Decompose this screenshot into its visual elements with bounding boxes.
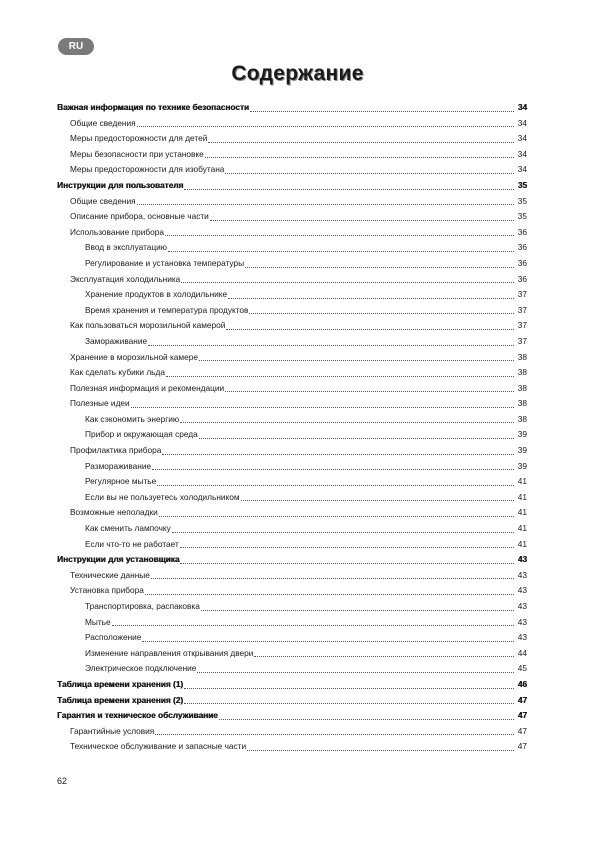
toc-entry-page: 47 xyxy=(517,725,527,736)
toc-entry[interactable] xyxy=(57,131,527,147)
page-title: Содержание xyxy=(231,62,364,85)
dot-leader xyxy=(157,484,514,486)
dot-leader xyxy=(172,531,514,533)
toc-entry-page: 35 xyxy=(517,179,527,190)
toc-section-entry[interactable] xyxy=(57,178,527,194)
toc-entry[interactable] xyxy=(57,427,527,443)
dot-leader xyxy=(184,702,514,704)
toc-entry[interactable] xyxy=(57,256,527,272)
toc-entry[interactable] xyxy=(57,116,527,132)
toc-entry-page: 34 xyxy=(517,148,527,159)
toc-entry-page: 34 xyxy=(517,117,527,128)
table-of-contents xyxy=(57,100,527,755)
toc-entry-page: 43 xyxy=(517,585,527,596)
toc-entry-page: 47 xyxy=(517,710,527,721)
toc-entry[interactable] xyxy=(57,490,527,506)
toc-entry-page: 36 xyxy=(517,273,527,284)
dot-leader xyxy=(199,437,514,439)
toc-entry-title: Инструкции для пользователя xyxy=(57,179,184,190)
toc-entry-title: Инструкции для установщика xyxy=(57,554,180,565)
toc-entry-page: 36 xyxy=(517,257,527,268)
toc-entry-title: Изменение направления открывания двери xyxy=(85,647,254,658)
toc-entry[interactable] xyxy=(57,459,527,475)
language-badge: RU xyxy=(58,38,94,55)
toc-entry-page: 38 xyxy=(517,413,527,424)
toc-entry-title: Меры предосторожности для детей xyxy=(70,133,208,144)
toc-entry-page: 41 xyxy=(517,523,527,534)
toc-entry[interactable] xyxy=(57,287,527,303)
dot-leader xyxy=(159,515,514,517)
toc-entry-title: Эксплуатация холодильника xyxy=(70,273,181,284)
toc-entry-page: 37 xyxy=(517,320,527,331)
toc-entry-title: Электрическое подключение xyxy=(85,663,197,674)
toc-entry[interactable] xyxy=(57,615,527,631)
dot-leader xyxy=(184,188,514,190)
dot-leader xyxy=(180,546,514,548)
dot-leader xyxy=(197,671,514,673)
toc-entry-title: Мытье xyxy=(85,616,111,627)
dot-leader xyxy=(168,250,514,252)
toc-entry-page: 44 xyxy=(517,647,527,658)
toc-entry[interactable] xyxy=(57,443,527,459)
toc-entry-page: 34 xyxy=(517,133,527,144)
toc-entry-page: 41 xyxy=(517,491,527,502)
toc-entry-title: Регулярное мытье xyxy=(85,476,157,487)
toc-entry-title: Хранение в морозильной камере xyxy=(70,351,198,362)
toc-entry-title: Замораживание xyxy=(85,335,148,346)
dot-leader xyxy=(241,499,514,501)
dot-leader xyxy=(205,156,514,158)
dot-leader xyxy=(148,344,514,346)
dot-leader xyxy=(162,453,514,455)
dot-leader xyxy=(151,577,514,579)
toc-entry-title: Если что-то не работает xyxy=(85,538,179,549)
dot-leader xyxy=(180,562,514,564)
toc-entry-title: Меры предосторожности для изобутана xyxy=(70,164,225,175)
toc-entry-title: Гарантия и техническое обслуживание xyxy=(57,710,218,721)
dot-leader xyxy=(219,718,514,720)
toc-entry-page: 41 xyxy=(517,507,527,518)
toc-entry[interactable] xyxy=(57,209,527,225)
toc-entry-title: Как пользоваться морозильной камерой xyxy=(70,320,226,331)
toc-entry[interactable] xyxy=(57,334,527,350)
toc-entry[interactable] xyxy=(57,365,527,381)
toc-entry-page: 39 xyxy=(517,460,527,471)
toc-entry-page: 41 xyxy=(517,476,527,487)
dot-leader xyxy=(208,141,514,143)
toc-entry-page: 36 xyxy=(517,242,527,253)
toc-entry-title: Полезные идеи xyxy=(70,398,130,409)
toc-entry-page: 39 xyxy=(517,445,527,456)
toc-entry-title: Таблица времени хранения (2) xyxy=(57,694,184,705)
page-number: 62 xyxy=(57,776,68,786)
toc-entry-page: 34 xyxy=(517,102,527,112)
toc-entry-title: Если вы не пользуетесь холодильником xyxy=(85,491,240,502)
toc-section-entry[interactable] xyxy=(57,677,527,693)
toc-entry-page: 38 xyxy=(517,351,527,362)
dot-leader xyxy=(225,390,514,392)
toc-entry[interactable] xyxy=(57,162,527,178)
toc-section-entry[interactable] xyxy=(57,100,527,116)
toc-section-entry[interactable] xyxy=(57,708,527,724)
toc-entry[interactable] xyxy=(57,474,527,490)
toc-entry-title: Техническое обслуживание и запасные части xyxy=(70,741,247,752)
toc-entry-page: 47 xyxy=(517,741,527,752)
dot-leader xyxy=(165,234,514,236)
dot-leader xyxy=(245,266,514,268)
toc-entry-page: 43 xyxy=(517,632,527,643)
toc-entry[interactable] xyxy=(57,646,527,662)
dot-leader xyxy=(250,110,514,112)
dot-leader xyxy=(152,468,514,470)
toc-entry-title: Таблица времени хранения (1) xyxy=(57,678,184,689)
toc-entry[interactable] xyxy=(57,272,527,288)
toc-entry-page: 38 xyxy=(517,398,527,409)
toc-entry[interactable] xyxy=(57,225,527,241)
toc-entry-title: Как сменить лампочку xyxy=(85,523,171,534)
toc-entry-title: Меры безопасности при установке xyxy=(70,148,204,159)
toc-entry-title: Время хранения и температура продуктов xyxy=(85,304,249,315)
dot-leader xyxy=(137,125,514,127)
toc-entry-title: Ввод в эксплуатацию xyxy=(85,242,167,253)
dot-leader xyxy=(226,328,514,330)
dot-leader xyxy=(142,640,514,642)
toc-entry-title: Технические данные xyxy=(70,569,150,580)
toc-entry-page: 39 xyxy=(517,429,527,440)
dot-leader xyxy=(247,749,514,751)
toc-entry[interactable] xyxy=(57,303,527,319)
dot-leader xyxy=(181,281,514,283)
toc-entry[interactable] xyxy=(57,521,527,537)
toc-entry-page: 38 xyxy=(517,367,527,378)
dot-leader xyxy=(137,203,514,205)
toc-entry-page: 43 xyxy=(517,569,527,580)
toc-entry-page: 45 xyxy=(517,663,527,674)
dot-leader xyxy=(166,375,514,377)
dot-leader xyxy=(112,624,514,626)
toc-entry-title: Транспортировка, распаковка xyxy=(85,601,200,611)
toc-entry-title: Возможные неполадки xyxy=(70,507,158,518)
toc-section-entry[interactable] xyxy=(57,552,527,568)
dot-leader xyxy=(228,297,514,299)
toc-entry-page: 35 xyxy=(517,195,527,206)
toc-entry-title: Общие сведения xyxy=(70,117,136,128)
toc-entry-page: 37 xyxy=(517,289,527,300)
toc-entry-title: Установка прибора xyxy=(70,585,144,596)
dot-leader xyxy=(201,609,514,611)
toc-entry-page: 43 xyxy=(517,616,527,627)
dot-leader xyxy=(199,359,514,361)
toc-entry-page: 41 xyxy=(517,538,527,549)
toc-entry-title: Использование прибора xyxy=(70,226,164,237)
toc-entry-page: 37 xyxy=(517,304,527,315)
toc-entry-page: 43 xyxy=(517,601,527,611)
toc-entry-title: Как сэкономить энергию xyxy=(85,413,180,424)
toc-entry[interactable] xyxy=(57,147,527,163)
toc-entry-title: Как сделать кубики льда xyxy=(70,367,165,378)
toc-entry-title: Описание прибора, основные части xyxy=(70,211,209,222)
dot-leader xyxy=(184,687,514,689)
toc-entry-page: 35 xyxy=(517,211,527,222)
toc-entry-title: Прибор и окружающая среда xyxy=(85,429,198,440)
toc-entry[interactable] xyxy=(57,240,527,256)
toc-entry-page: 34 xyxy=(517,164,527,175)
dot-leader xyxy=(131,406,514,408)
toc-entry[interactable] xyxy=(57,412,527,428)
dot-leader xyxy=(225,172,514,174)
dot-leader xyxy=(210,219,514,221)
toc-entry-page: 36 xyxy=(517,226,527,237)
toc-entry[interactable] xyxy=(57,630,527,646)
dot-leader xyxy=(145,593,514,595)
toc-entry[interactable] xyxy=(57,583,527,599)
dot-leader xyxy=(254,655,514,657)
toc-entry-page: 43 xyxy=(517,554,527,565)
toc-entry-title: Хранение продуктов в холодильнике xyxy=(85,289,228,300)
toc-entry[interactable] xyxy=(57,739,527,755)
toc-entry[interactable] xyxy=(57,537,527,553)
toc-entry-page: 47 xyxy=(517,694,527,705)
toc-entry-title: Важная информация по технике безопасности xyxy=(57,102,250,112)
toc-entry-title: Размораживание xyxy=(85,460,152,471)
toc-entry-title: Регулирование и установка температуры xyxy=(85,257,245,268)
toc-entry-page: 38 xyxy=(517,382,527,393)
dot-leader xyxy=(155,733,514,735)
toc-section-entry[interactable] xyxy=(57,693,527,709)
toc-entry-title: Расположение xyxy=(85,632,142,643)
toc-entry[interactable] xyxy=(57,318,527,334)
dot-leader xyxy=(249,312,514,314)
toc-entry[interactable] xyxy=(57,661,527,677)
toc-entry[interactable] xyxy=(57,724,527,740)
dot-leader xyxy=(180,421,514,423)
toc-entry-title: Общие сведения xyxy=(70,195,136,206)
toc-entry-page: 46 xyxy=(517,678,527,689)
toc-entry[interactable] xyxy=(57,350,527,366)
toc-entry[interactable] xyxy=(57,381,527,397)
toc-entry[interactable] xyxy=(57,505,527,521)
toc-entry-title: Гарантийные условия xyxy=(70,725,155,736)
toc-entry[interactable] xyxy=(57,568,527,584)
toc-entry-title: Профилактика прибора xyxy=(70,445,162,456)
toc-entry-title: Полезная информация и рекомендации xyxy=(70,382,225,393)
toc-entry-page: 37 xyxy=(517,335,527,346)
toc-entry[interactable] xyxy=(57,599,527,615)
toc-entry[interactable] xyxy=(57,194,527,210)
toc-entry[interactable] xyxy=(57,396,527,412)
